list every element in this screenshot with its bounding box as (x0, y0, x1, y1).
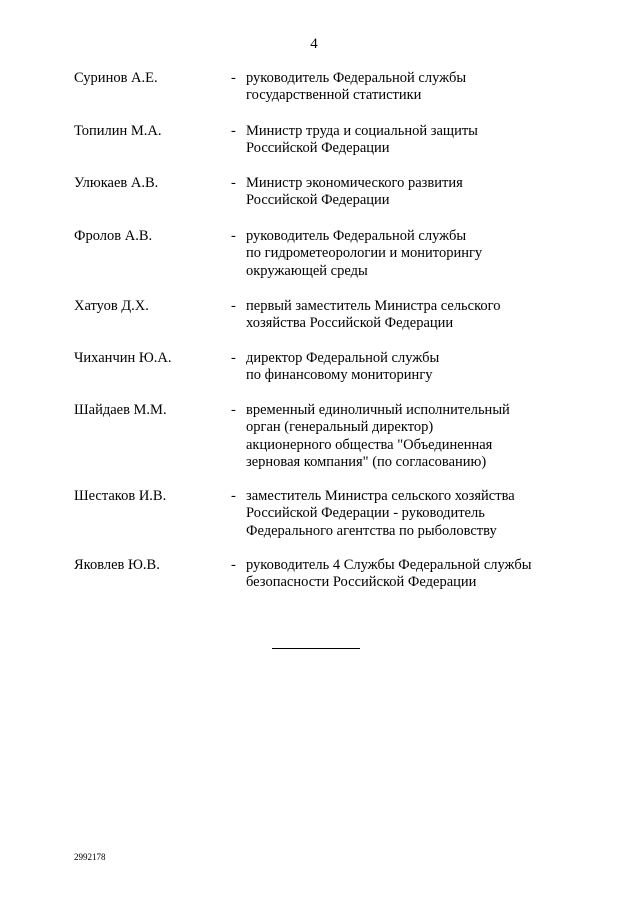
member-name: Топилин М.А. (74, 123, 162, 139)
position-line: зерновая компания" (по согласованию) (246, 454, 487, 471)
member-position (246, 350, 566, 385)
page-number: 4 (310, 36, 318, 52)
position-line: руководитель Федеральной службы (246, 228, 467, 244)
position-line: Министр экономического развития (246, 175, 463, 191)
member-position (246, 70, 566, 105)
member-position (246, 488, 566, 540)
position-line: Министр труда и социальной защиты (246, 123, 478, 139)
position-line: безопасности Российской Федерации (246, 574, 477, 591)
member-name: Шайдаев М.М. (74, 402, 167, 418)
position-line: Российской Федерации (246, 140, 390, 157)
member-position (246, 298, 566, 333)
dash-separator: - (231, 175, 236, 191)
member-position (246, 175, 566, 210)
member-position (246, 123, 566, 158)
member-position (246, 402, 566, 472)
dash-separator: - (231, 488, 236, 504)
member-name: Улюкаев А.В. (74, 175, 159, 191)
member-name: Шестаков И.В. (74, 488, 167, 504)
member-position (246, 557, 566, 592)
position-line: руководитель Федеральной службы (246, 70, 467, 86)
dash-separator: - (231, 298, 236, 314)
position-line: акционерного общества "Объединенная (246, 436, 493, 453)
position-line: Российской Федерации (246, 192, 390, 209)
position-line: государственной статистики (246, 87, 422, 104)
member-position (246, 228, 566, 280)
member-name: Хатуов Д.Х. (74, 298, 149, 314)
dash-separator: - (231, 402, 236, 418)
position-line: Федерального агентства по рыболовству (246, 522, 497, 539)
dash-separator: - (231, 228, 236, 244)
position-line: Российской Федерации - руководитель (246, 505, 485, 522)
position-line: орган (генеральный директор) (246, 419, 434, 436)
member-name: Суринов А.Е. (74, 70, 158, 86)
dash-separator: - (231, 557, 236, 573)
member-name: Фролов А.В. (74, 228, 153, 244)
end-of-list-rule (272, 648, 360, 649)
position-line: хозяйства Российской Федерации (246, 315, 454, 332)
position-line: первый заместитель Министра сельского (246, 298, 501, 314)
dash-separator: - (231, 123, 236, 139)
position-line: по финансовому мониторингу (246, 367, 433, 384)
position-line: руководитель 4 Службы Федеральной службы (246, 557, 532, 573)
position-line: окружающей среды (246, 262, 368, 279)
member-name: Яковлев Ю.В. (74, 557, 160, 573)
position-line: директор Федеральной службы (246, 350, 440, 366)
position-line: по гидрометеорологии и мониторингу (246, 245, 483, 262)
dash-separator: - (231, 70, 236, 86)
position-line: временный единоличный исполнительный (246, 402, 510, 418)
document-code: 2992178 (74, 852, 106, 862)
position-line: заместитель Министра сельского хозяйства (246, 488, 515, 504)
dash-separator: - (231, 350, 236, 366)
member-name: Чиханчин Ю.А. (74, 350, 172, 366)
